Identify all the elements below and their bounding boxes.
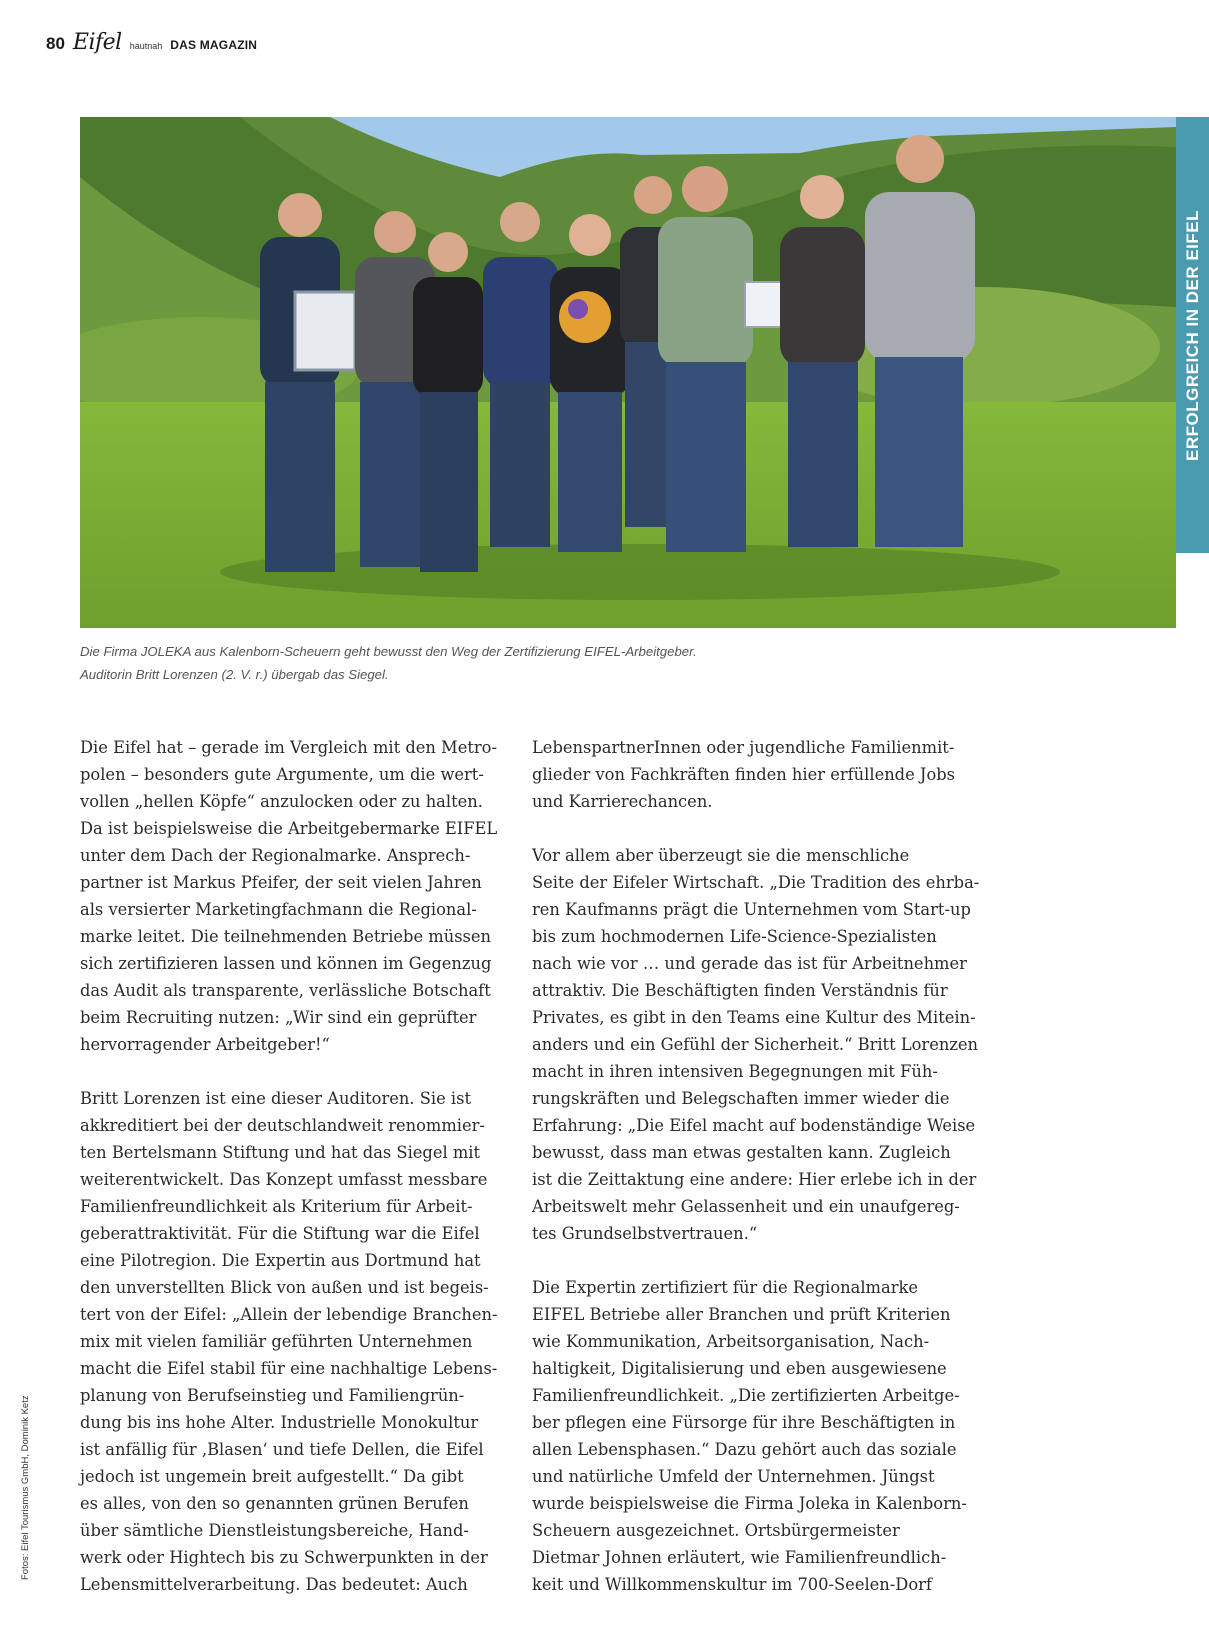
caption-line: Die Firma JOLEKA aus Kalenborn-Scheuern geht bewusst den Weg der Zertifizierung EIFEL-Arbeitgeber.: [80, 644, 697, 659]
text-line: ten Bertelsmann Stiftung und hat das Siegel mit: [80, 1143, 481, 1162]
text-line: Familienfreundlichkeit als Kriterium für Arbeit-: [80, 1197, 473, 1216]
page-header: [46, 30, 257, 60]
text-line: planung von Berufseinstieg und Familiengrün-: [80, 1386, 465, 1405]
text-line: bis zum hochmodernen Life-Science-Spezialisten: [532, 927, 937, 946]
text-line: nach wie vor … und gerade das ist für Arbeitnehmer: [532, 954, 967, 973]
photo-caption: [80, 640, 980, 686]
text-line: ber pflegen eine Fürsorge für ihre Beschäftigten in: [532, 1413, 956, 1432]
magazine-title: DAS MAGAZIN: [170, 38, 258, 52]
text-line: geberattraktivität. Für die Stiftung war die Eifel: [80, 1224, 480, 1243]
text-line: haltigkeit, Digitalisierung und eben ausgewiesene: [532, 1359, 947, 1378]
text-line: Britt Lorenzen ist eine dieser Auditoren. Sie ist: [80, 1089, 471, 1108]
section-tab-label: ERFOLGREICH IN DER EIFEL: [1182, 209, 1202, 461]
article-paragraph: [532, 1274, 982, 1598]
text-line: ist die Zeittaktung eine andere: Hier erlebe ich in der: [532, 1170, 977, 1189]
text-line: wie Kommunikation, Arbeitsorganisation, Nach-: [532, 1332, 930, 1351]
text-line: Da ist beispielsweise die Arbeitgebermarke EIFEL: [80, 819, 498, 838]
text-line: jedoch ist ungemein breit aufgestellt.“ Da gibt: [80, 1467, 464, 1486]
text-line: akkreditiert bei der deutschlandweit renommier-: [80, 1116, 485, 1135]
section-tab: [1176, 117, 1209, 553]
eifel-logo: Eifel: [72, 30, 122, 55]
text-line: ist anfällig für ‚Blasen‘ und tiefe Dellen, die Eifel: [80, 1440, 484, 1459]
text-line: den unverstellten Blick von außen und ist begeis-: [80, 1278, 489, 1297]
text-line: attraktiv. Die Beschäftigten finden Verständnis für: [532, 981, 948, 1000]
text-line: unter dem Dach der Regionalmarke. Ansprech-: [80, 846, 471, 865]
photo-credit: Fotos: Eifel Tourismus GmbH, Dominik Ketz: [20, 1395, 31, 1580]
text-line: Familienfreundlichkeit. „Die zertifizierten Arbeitge-: [532, 1386, 960, 1405]
text-line: mix mit vielen familiär geführten Unternehmen: [80, 1332, 473, 1351]
text-line: weiterentwickelt. Das Konzept umfasst messbare: [80, 1170, 488, 1189]
text-line: eine Pilotregion. Die Expertin aus Dortmund hat: [80, 1251, 481, 1270]
text-line: Arbeitswelt mehr Gelassenheit und ein unaufgereg-: [532, 1197, 960, 1216]
article-column-left: [80, 734, 530, 1625]
text-line: Dietmar Johnen erläutert, wie Familienfreundlich-: [532, 1548, 947, 1567]
text-line: rungskräften und Belegschaften immer wieder die: [532, 1089, 950, 1108]
group-photo: [80, 117, 1176, 628]
caption-line: Auditorin Britt Lorenzen (2. V. r.) übergab das Siegel.: [80, 667, 389, 682]
text-line: dung bis ins hohe Alter. Industrielle Monokultur: [80, 1413, 479, 1432]
text-line: macht in ihren intensiven Begegnungen mit Füh-: [532, 1062, 938, 1081]
text-line: allen Lebensphasen.“ Dazu gehört auch das soziale: [532, 1440, 957, 1459]
text-line: Scheuern ausgezeichnet. Ortsbürgermeister: [532, 1521, 900, 1540]
text-line: Seite der Eifeler Wirtschaft. „Die Tradition des ehrba-: [532, 873, 980, 892]
text-line: sich zertifizieren lassen und können im Gegenzug: [80, 954, 492, 973]
article-paragraph: [80, 734, 530, 1058]
text-line: wurde beispielsweise die Firma Joleka in Kalenborn-: [532, 1494, 967, 1513]
text-line: partner ist Markus Pfeifer, der seit vielen Jahren: [80, 873, 482, 892]
text-line: Lebensmittelverarbeitung. Das bedeutet: Auch: [80, 1575, 468, 1594]
text-line: Vor allem aber überzeugt sie die menschliche: [532, 846, 910, 865]
text-line: marke leitet. Die teilnehmenden Betriebe müssen: [80, 927, 492, 946]
article-paragraph: [532, 842, 982, 1247]
text-line: vollen „hellen Köpfe“ anzulocken oder zu halten.: [80, 792, 483, 811]
text-line: tert von der Eifel: „Allein der lebendige Branchen-: [80, 1305, 498, 1324]
page-number: 80: [46, 34, 65, 53]
text-line: anders und ein Gefühl der Sicherheit.“ Britt Lorenzen: [532, 1035, 979, 1054]
text-line: macht die Eifel stabil für eine nachhaltige Lebens-: [80, 1359, 498, 1378]
article-paragraph: [80, 1085, 530, 1598]
text-line: glieder von Fachkräften finden hier erfüllende Jobs: [532, 765, 956, 784]
text-line: Privates, es gibt in den Teams eine Kultur des Mitein-: [532, 1008, 976, 1027]
text-line: und natürliche Umfeld der Unternehmen. Jüngst: [532, 1467, 935, 1486]
text-line: beim Recruiting nutzen: „Wir sind ein geprüfter: [80, 1008, 477, 1027]
text-line: EIFEL Betriebe aller Branchen und prüft Kriterien: [532, 1305, 951, 1324]
text-line: werk oder Hightech bis zu Schwerpunkten in der: [80, 1548, 488, 1567]
text-line: keit und Willkommenskultur im 700-Seelen-Dorf: [532, 1575, 932, 1594]
article-paragraph: [532, 734, 982, 815]
text-line: Die Eifel hat – gerade im Vergleich mit den Metro-: [80, 738, 497, 757]
text-line: als versierter Marketingfachmann die Regional-: [80, 900, 477, 919]
text-line: Erfahrung: „Die Eifel macht auf bodenständige Weise: [532, 1116, 976, 1135]
article-column-right: [532, 734, 982, 1625]
text-line: tes Grundselbstvertrauen.“: [532, 1224, 758, 1243]
logo-subtitle: hautnah: [129, 41, 163, 51]
text-line: polen – besonders gute Argumente, um die wert-: [80, 765, 484, 784]
text-line: es alles, von den so genannten grünen Berufen: [80, 1494, 469, 1513]
text-line: das Audit als transparente, verlässliche Botschaft: [80, 981, 491, 1000]
text-line: Die Expertin zertifiziert für die Regionalmarke: [532, 1278, 918, 1297]
text-line: LebenspartnerInnen oder jugendliche Familienmit-: [532, 738, 955, 757]
text-line: über sämtliche Dienstleistungsbereiche, Hand-: [80, 1521, 469, 1540]
text-line: ren Kaufmanns prägt die Unternehmen vom Start-up: [532, 900, 971, 919]
text-line: und Karrierechancen.: [532, 792, 713, 811]
text-line: bewusst, dass man etwas gestalten kann. Zugleich: [532, 1143, 951, 1162]
text-line: hervorragender Arbeitgeber!“: [80, 1035, 330, 1054]
